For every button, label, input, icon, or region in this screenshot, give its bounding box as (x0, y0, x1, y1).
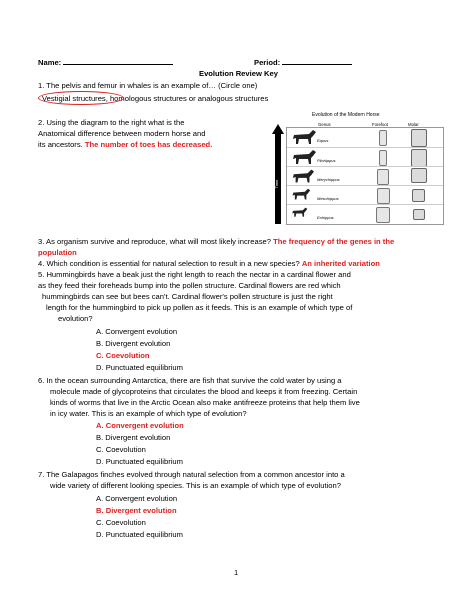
q2-line1: 2. Using the diagram to the right what is the (38, 118, 185, 127)
header-genus: Genus (318, 122, 331, 127)
forefoot-bone (377, 169, 389, 185)
q7-option-b: B. Divergent evolution (96, 506, 177, 515)
header-molar: Molar (408, 122, 419, 127)
period-line (254, 56, 352, 68)
page-title: Evolution Review Key (199, 69, 278, 78)
molar-tooth (411, 149, 427, 167)
q2-line2: Anatomical difference between modern horse and (38, 129, 206, 138)
time-arrow-icon (272, 124, 284, 224)
horse-icon (291, 150, 317, 165)
q2-line3-prefix: its ancestors. (38, 140, 85, 149)
species-equus: Equus (317, 138, 329, 143)
q6-option-d: D. Punctuated equilibrium (96, 457, 183, 466)
q4-question: 4. Which condition is essential for natural selection to result in a new species? (38, 259, 302, 268)
q6-line: in icy water. This is an example of which type of evolution? (50, 409, 247, 418)
time-arrow-label: Time (274, 179, 279, 189)
horse-evolution-diagram (272, 110, 442, 226)
molar-tooth (412, 189, 425, 202)
q5-option-b: B. Divergent evolution (96, 339, 171, 348)
horse-icon (291, 169, 315, 184)
q4-answer: An inherited variation (301, 259, 380, 268)
page-number: 1 (234, 568, 239, 577)
q1-text: 1. The pelvis and femur in whales is an example of… (Circle one) (38, 81, 258, 90)
q3-question: 3. As organism survive and reproduce, what will most likely increase? (38, 237, 274, 246)
q1-rest: , homologous structures or analogous structures (105, 94, 269, 103)
q7-line: wide variety of different looking species. This is an example of which type of evolution? (50, 481, 341, 490)
forefoot-bone (377, 188, 390, 204)
q3-answer-part1: The frequency of the genes in the (273, 237, 395, 246)
q5-line: evolution? (58, 314, 93, 323)
q7-option-a: A. Convergent evolution (96, 494, 178, 503)
species-merychippus: Merychippus (317, 177, 340, 182)
q6-line: 6. In the ocean surrounding Antarctica, there are fish that survive the cold water by using a (38, 376, 342, 385)
q6-option-a: A. Convergent evolution (96, 421, 184, 430)
species-pliohippus: Pliohippus (317, 158, 336, 163)
q5-option-d: D. Punctuated equilibrium (96, 363, 183, 372)
horse-icon (291, 188, 311, 201)
q7-option-c: C. Coevolution (96, 518, 146, 527)
horse-icon (291, 207, 308, 218)
q1-answer: Vestigial structures (42, 94, 106, 103)
q6-line: kinds of worms that live in the Arctic Ocean also make antifreeze proteins that help them live (50, 398, 360, 407)
header-forefoot: Forefoot (372, 122, 389, 127)
q7-option-d: D. Punctuated equilibrium (96, 530, 183, 539)
q6-line: molecule made of glycoproteins that circulates the blood and keeps it from freezing. Certain (50, 387, 358, 396)
species-eohippus: Eohippus (317, 215, 334, 220)
q3-line (38, 237, 394, 247)
q7-line: 7. The Galapagos finches evolved through natural selection from a common ancestor into a (38, 470, 345, 479)
q5-line: as they feed their foreheads bump into the pollen structure. Cardinal flowers are red which (38, 281, 341, 290)
molar-tooth (413, 209, 425, 220)
species-mesohippus: Mesohippus (317, 196, 339, 201)
period-label: Period: (254, 58, 281, 67)
molar-tooth (411, 129, 427, 147)
q5-line: hummingbirds can see but bees can't. Cardinal flower's pollen structure is just the right (42, 292, 333, 301)
diagram-row (287, 204, 443, 224)
name-blank (63, 56, 173, 65)
forefoot-bone (379, 130, 387, 146)
q4-line (38, 259, 380, 269)
forefoot-bone (379, 150, 387, 166)
q2-line3 (38, 140, 212, 150)
q6-option-c: C. Coevolution (96, 445, 146, 454)
q5-option-a: A. Convergent evolution (96, 327, 178, 336)
name-line (38, 56, 173, 68)
diagram-row (287, 128, 443, 147)
diagram-row (287, 185, 443, 205)
molar-tooth (411, 168, 427, 183)
q6-option-b: B. Divergent evolution (96, 433, 171, 442)
horse-icon (291, 130, 317, 145)
q5-option-c: C. Coevolution (96, 351, 150, 360)
diagram-table (286, 127, 444, 225)
diagram-title: Evolution of the Modern Horse (312, 112, 380, 118)
q2-answer: The number of toes has decreased. (84, 140, 213, 149)
q5-line: length for the hummingbird to pick up pollen as it feeds. This is an example of which type of (46, 303, 353, 312)
diagram-row (287, 147, 443, 167)
diagram-row (287, 166, 443, 186)
q5-line: 5. Hummingbirds have a beak just the right length to reach the nectar in a cardinal flower and (38, 270, 351, 279)
forefoot-bone (376, 207, 390, 223)
name-label: Name: (38, 58, 62, 67)
answer-circle (38, 91, 124, 105)
period-blank (282, 56, 352, 65)
q3-answer-part2: population (38, 248, 77, 257)
